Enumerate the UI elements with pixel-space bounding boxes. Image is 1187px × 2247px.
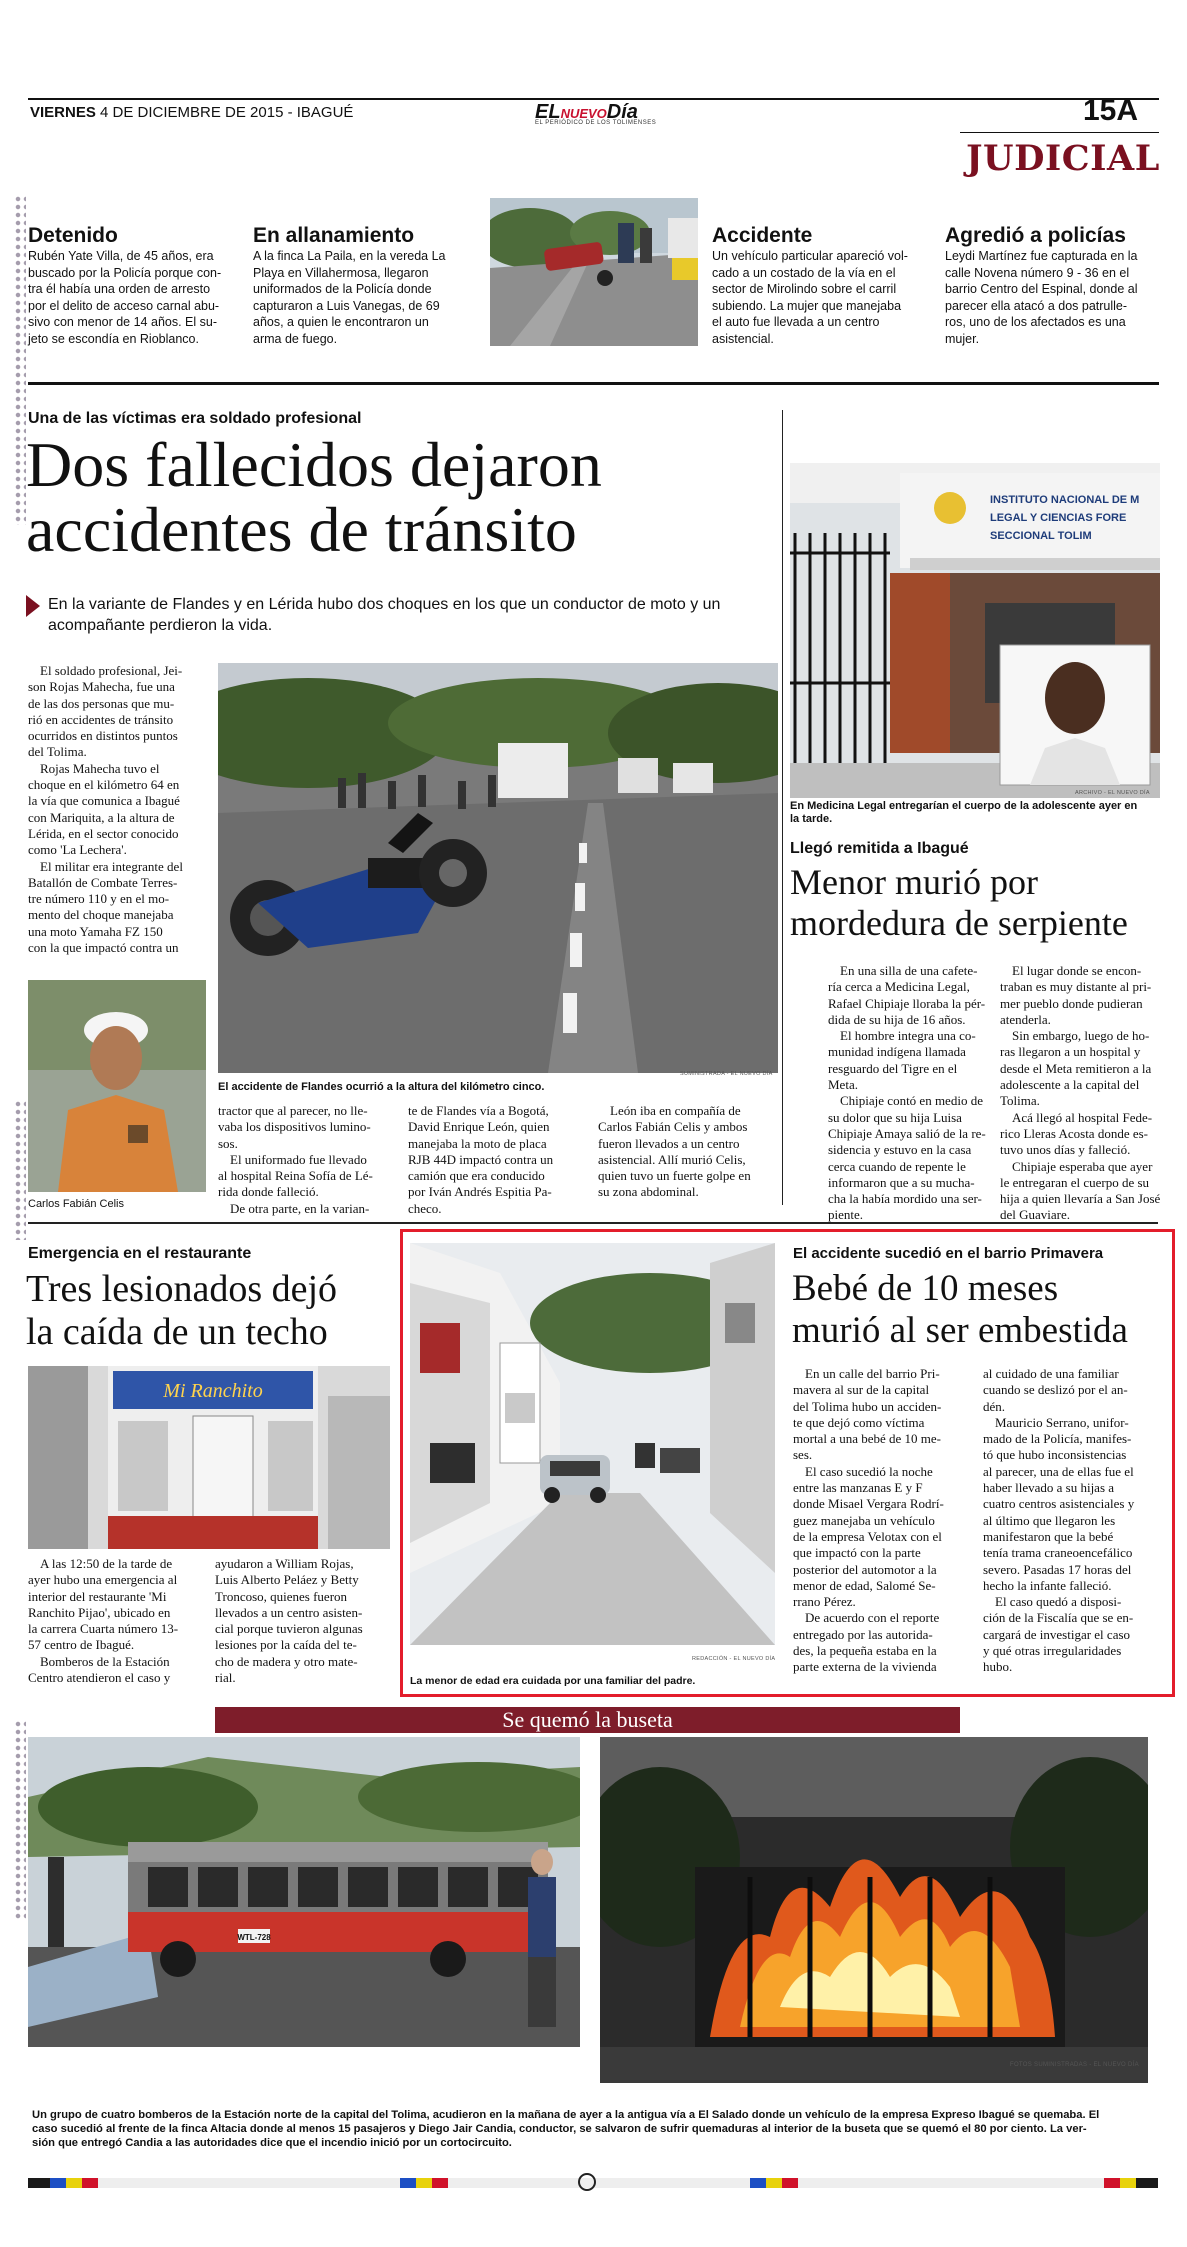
color-swatch-red-2 <box>432 2178 448 2188</box>
deck-bullet <box>26 595 40 617</box>
brief-title: Accidente <box>712 224 813 247</box>
shop-sign: Mi Ranchito <box>163 1380 263 1402</box>
roof-column-1: A las 12:50 de la tarde de ayer hubo una emergencia al interior del restaurante 'Mi Ranchito Pijao', ubicado en la carrera Cuarta número 13- 57 centro de Ibagué. Bomberos de la Estación Centro atendieron el caso y <box>28 1556 179 1686</box>
serpent-photo-credit: ARCHIVO - EL NUEVO DÍA <box>1075 790 1150 796</box>
brief-body: Rubén Yate Villa, de 45 años, era buscado por la Policía porque con- tra él había una orden de arresto por el delito de acceso carnal abu- sivo con menor de 14 años. El su- jeto se escondía en Rioblanco. <box>28 249 222 346</box>
baby-kicker: El accidente sucedió en el barrio Primavera <box>793 1245 1104 1262</box>
serpent-kicker: Llegó remitida a Ibagué <box>790 840 969 857</box>
brief-body: Un vehículo particular apareció vol- cado a un costado de la vía en el sector de Mirolindo sobre el carril subiendo. La mujer que manejaba el auto fue llevada a un centro asistencial. <box>712 249 908 346</box>
color-swatch-blue <box>50 2178 66 2188</box>
logo-nuevo: NUEVO <box>560 106 607 121</box>
page-number: 15A <box>1083 94 1139 127</box>
roof-kicker: Emergencia en el restaurante <box>28 1245 252 1262</box>
bus-plate: WTL-728 <box>237 1933 271 1942</box>
color-swatch-yellow <box>66 2178 82 2188</box>
brief-title: Detenido <box>28 224 118 247</box>
color-swatch-blue-3 <box>750 2178 766 2188</box>
color-swatch-blue-2 <box>400 2178 416 2188</box>
roof-column-2: ayudaron a William Rojas, Luis Alberto Peláez y Betty Troncoso, quienes fueron llevados a un centro asisten- cial porque tuvieron algunas lesiones por la caída del te- cho de madera y otro mate- rial. <box>215 1556 363 1686</box>
mid-page-divider <box>28 1222 1158 1224</box>
main-kicker: Una de las víctimas era soldado profesional <box>28 410 362 427</box>
color-swatch-red <box>82 2178 98 2188</box>
flandes-accident-photo <box>218 663 778 1073</box>
main-column-1: El soldado profesional, Jei- son Rojas Mahecha, fue una de las dos personas que mu- rió en accidentes de tránsito ocurridos en distintos puntos del Tolima. Rojas Mahecha tuvo el choque en el kilómetro 64 en la vía que comunica a Ibagué con Mariquita, a la altura de Lérida, en el sector conocido como 'La Lechera'. El militar era integrante del Batallón de Combate Terres- tre número 110 y en el mo- mento del choque manejaba una moto Yamaha FZ 150 con la que impactó contra un <box>28 663 183 956</box>
sign-text: INSTITUTO NACIONAL DE M <box>990 494 1140 506</box>
perforation-strip-middle <box>14 1100 26 1240</box>
main-column-2: tractor que al parecer, no lle- vaba los dispositivos lumino- sos. El uniformado fue llevado al hospital Reina Sofía de Lé- rida donde falleció. De otra parte, en la varian- <box>218 1103 373 1216</box>
color-swatch-yellow-2 <box>416 2178 432 2188</box>
flandes-photo-caption: El accidente de Flandes ocurrió a la altura del kilómetro cinco. <box>218 1081 545 1093</box>
column-divider-vertical <box>782 410 783 1205</box>
brief-title: Agredió a policías <box>945 224 1126 247</box>
color-swatch-red-4 <box>1104 2178 1120 2188</box>
header-date <box>30 104 353 121</box>
briefs-divider <box>28 382 1159 385</box>
brief-body: Leydi Martínez fue capturada en la calle Novena número 9 - 36 en el barrio Centro del Espinal, donde al parecer ella atacó a dos patrulle- ros, uno de los afectados es una mujer. <box>945 249 1138 346</box>
street-photo <box>410 1243 775 1645</box>
bus-banner: Se quemó la buseta <box>215 1707 960 1733</box>
brief-title: En allanamiento <box>253 224 415 247</box>
roof-headline: Tres lesionados dejó la caída de un techo <box>26 1268 338 1353</box>
burned-bus-photo <box>28 1737 580 2047</box>
serpent-column-2: El lugar donde se encon- traban es muy distante al pri- mer pueblo donde pudieran atenderla. Sin embargo, luego de ho- ras llegaron a un hospital y desde el Meta remitieron a la adolescente a la capital del Tolima. Acá llegó al hospital Fede- rico Lleras Acosta donde es- tuvo unos días y falleció. Chipiaje esperaba que ayer le entregaran el cuerpo de su hija a quien llevaría a San José del Guaviare. <box>1000 963 1161 1223</box>
serpent-column-1: En una silla de una cafete- ría cerca a Medicina Legal, Rafael Chipiaje lloraba la pér- dida de su hija de 16 años. El hombre integra una co- munidad indígena llamada resguardo del Tigre en el Meta. Chipiaje contó en medio de su dolor que su hija Luisa Chipiaje Amaya salió de la re- sidencia y estuvo en la casa cerca cuando de repente le informaron que a su mucha- cha la había mordido una ser- piente. <box>828 963 986 1223</box>
main-headline-line-1: Dos fallecidos dejaron <box>26 429 602 500</box>
carlos-fabian-portrait <box>28 980 206 1192</box>
portrait-caption: Carlos Fabián Celis <box>28 1198 124 1210</box>
main-headline <box>26 429 602 566</box>
main-column-3: te de Flandes vía a Bogotá, David Enrique León, quien manejaba la moto de placa RJB 44D impactó contra un camión que era conducido por Iván Andrés Espitia Pa- checo. <box>408 1103 554 1216</box>
svg-text:SECCIONAL TOLIM: SECCIONAL TOLIM <box>990 530 1092 542</box>
perforation-strip-top <box>14 195 26 525</box>
perforation-strip-bottom <box>14 1720 26 1920</box>
section-rule <box>960 132 1159 133</box>
header-date-rest: 4 DE DICIEMBRE DE 2015 - IBAGUÉ <box>100 104 354 121</box>
baby-column-2: al cuidado de una familiar cuando se deslizó por el an- dén. Mauricio Serrano, unifor- mado de la Policía, manifes- tó que hubo inconsistencias al parecer, una de ellas fue el haber llevado a su hijas a cuatro centros asistenciales y al último que llegaron les manifestaron que la bebé tenía trama craneoencefálico severo. Pasadas 17 horas del hecho la infante falleció. El caso quedó a disposi- ción de la Fiscalía que se en- cargará de investigar el caso y qué otras irregularidades hubo. <box>983 1366 1135 1675</box>
logo-tagline: EL PERIÓDICO DE LOS TOLIMENSES <box>535 120 657 126</box>
medicina-legal-photo <box>790 463 1160 798</box>
bus-photo-credit: FOTOS SUMINISTRADAS - EL NUEVO DÍA <box>1010 2062 1139 2068</box>
bus-fire-photo <box>600 1737 1148 2083</box>
street-photo-credit: REDACCIÓN - EL NUEVO DÍA <box>692 1656 776 1662</box>
baby-column-1: En un calle del barrio Pri- mavera al sur de la capital del Tolima hubo un acciden- te que dejó como víctima mortal a una bebé de 10 me- ses. El caso sucedió la noche entre las manzanas E y F donde Misael Vergara Rodrí- guez manejaba un vehículo de la empresa Velotax con el que impactó con la parte posterior del automotor a la menor de edad, Salomé Se- rrano Pérez. De acuerdo con el reporte entregado por las autorida- des, la pequeña estaba en la parte externa de la vivienda <box>793 1366 944 1675</box>
color-swatch-red-3 <box>782 2178 798 2188</box>
rollover-car-photo <box>490 198 698 346</box>
main-headline-line-2: accidentes de tránsito <box>26 494 577 566</box>
brief-allanamiento <box>253 224 478 347</box>
color-swatch-black <box>28 2178 50 2188</box>
logo-el: EL <box>535 101 561 123</box>
restaurant-photo <box>28 1366 390 1549</box>
brief-body: A la finca La Paila, en la vereda La Playa en Villahermosa, llegaron uniformados de la Policía donde capturaron a Luis Vanegas, de 69 años, a quien le encontraron un arma de fuego. <box>253 249 446 346</box>
svg-text:LEGAL Y CIENCIAS FORE: LEGAL Y CIENCIAS FORE <box>990 512 1127 524</box>
color-swatch-yellow-3 <box>766 2178 782 2188</box>
bus-caption: Un grupo de cuatro bomberos de la Estación norte de la capital del Tolima, acudieron en la mañana de ayer a la antigua vía a El Salado donde un vehículo de la empresa Expreso Ibagué se quemaba. El caso sucedió al frente de la finca Altacia donde al menos 15 pasajeros y Diego Jair Candia, conductor, se salvaron de sufrir quemaduras al interior de la buseta que se quemó el 80 por ciento. La ver- sión que entregó Candia a las autoridades dice que el incendio inició por un cortocircuito. <box>32 2109 1100 2149</box>
registration-mark-icon <box>578 2173 596 2191</box>
color-swatch-black-2 <box>1136 2178 1158 2188</box>
flandes-photo-credit: SUMINISTRADA - EL NUEVO DÍA <box>680 1071 773 1077</box>
baby-headline: Bebé de 10 meses murió al ser embestida <box>792 1268 1128 1351</box>
section-title: JUDICIAL <box>966 138 1160 179</box>
main-column-4: León iba en compañía de Carlos Fabián Celis y ambos fueron llevados a un centro asistencial. Allí murió Celis, quien tuvo un fuerte golpe en su zona abdominal. <box>598 1103 751 1200</box>
header-day: VIERNES <box>30 104 96 121</box>
brief-accidente <box>712 224 932 347</box>
main-deck: En la variante de Flandes y en Lérida hubo dos choques en los que un conductor de moto y un acompañante perdieron la vida. <box>48 596 721 634</box>
serpent-headline: Menor murió por mordedura de serpiente <box>790 862 1128 943</box>
serpent-photo-caption: En Medicina Legal entregarían el cuerpo de la adolescente ayer en la tarde. <box>790 800 1138 825</box>
brief-detenido <box>28 224 238 347</box>
street-photo-caption: La menor de edad era cuidada por una familiar del padre. <box>410 1675 696 1687</box>
header-rule-top <box>28 98 1159 100</box>
logo-dia: Día <box>606 101 638 123</box>
brief-agredio <box>945 224 1165 347</box>
color-swatch-yellow-4 <box>1120 2178 1136 2188</box>
